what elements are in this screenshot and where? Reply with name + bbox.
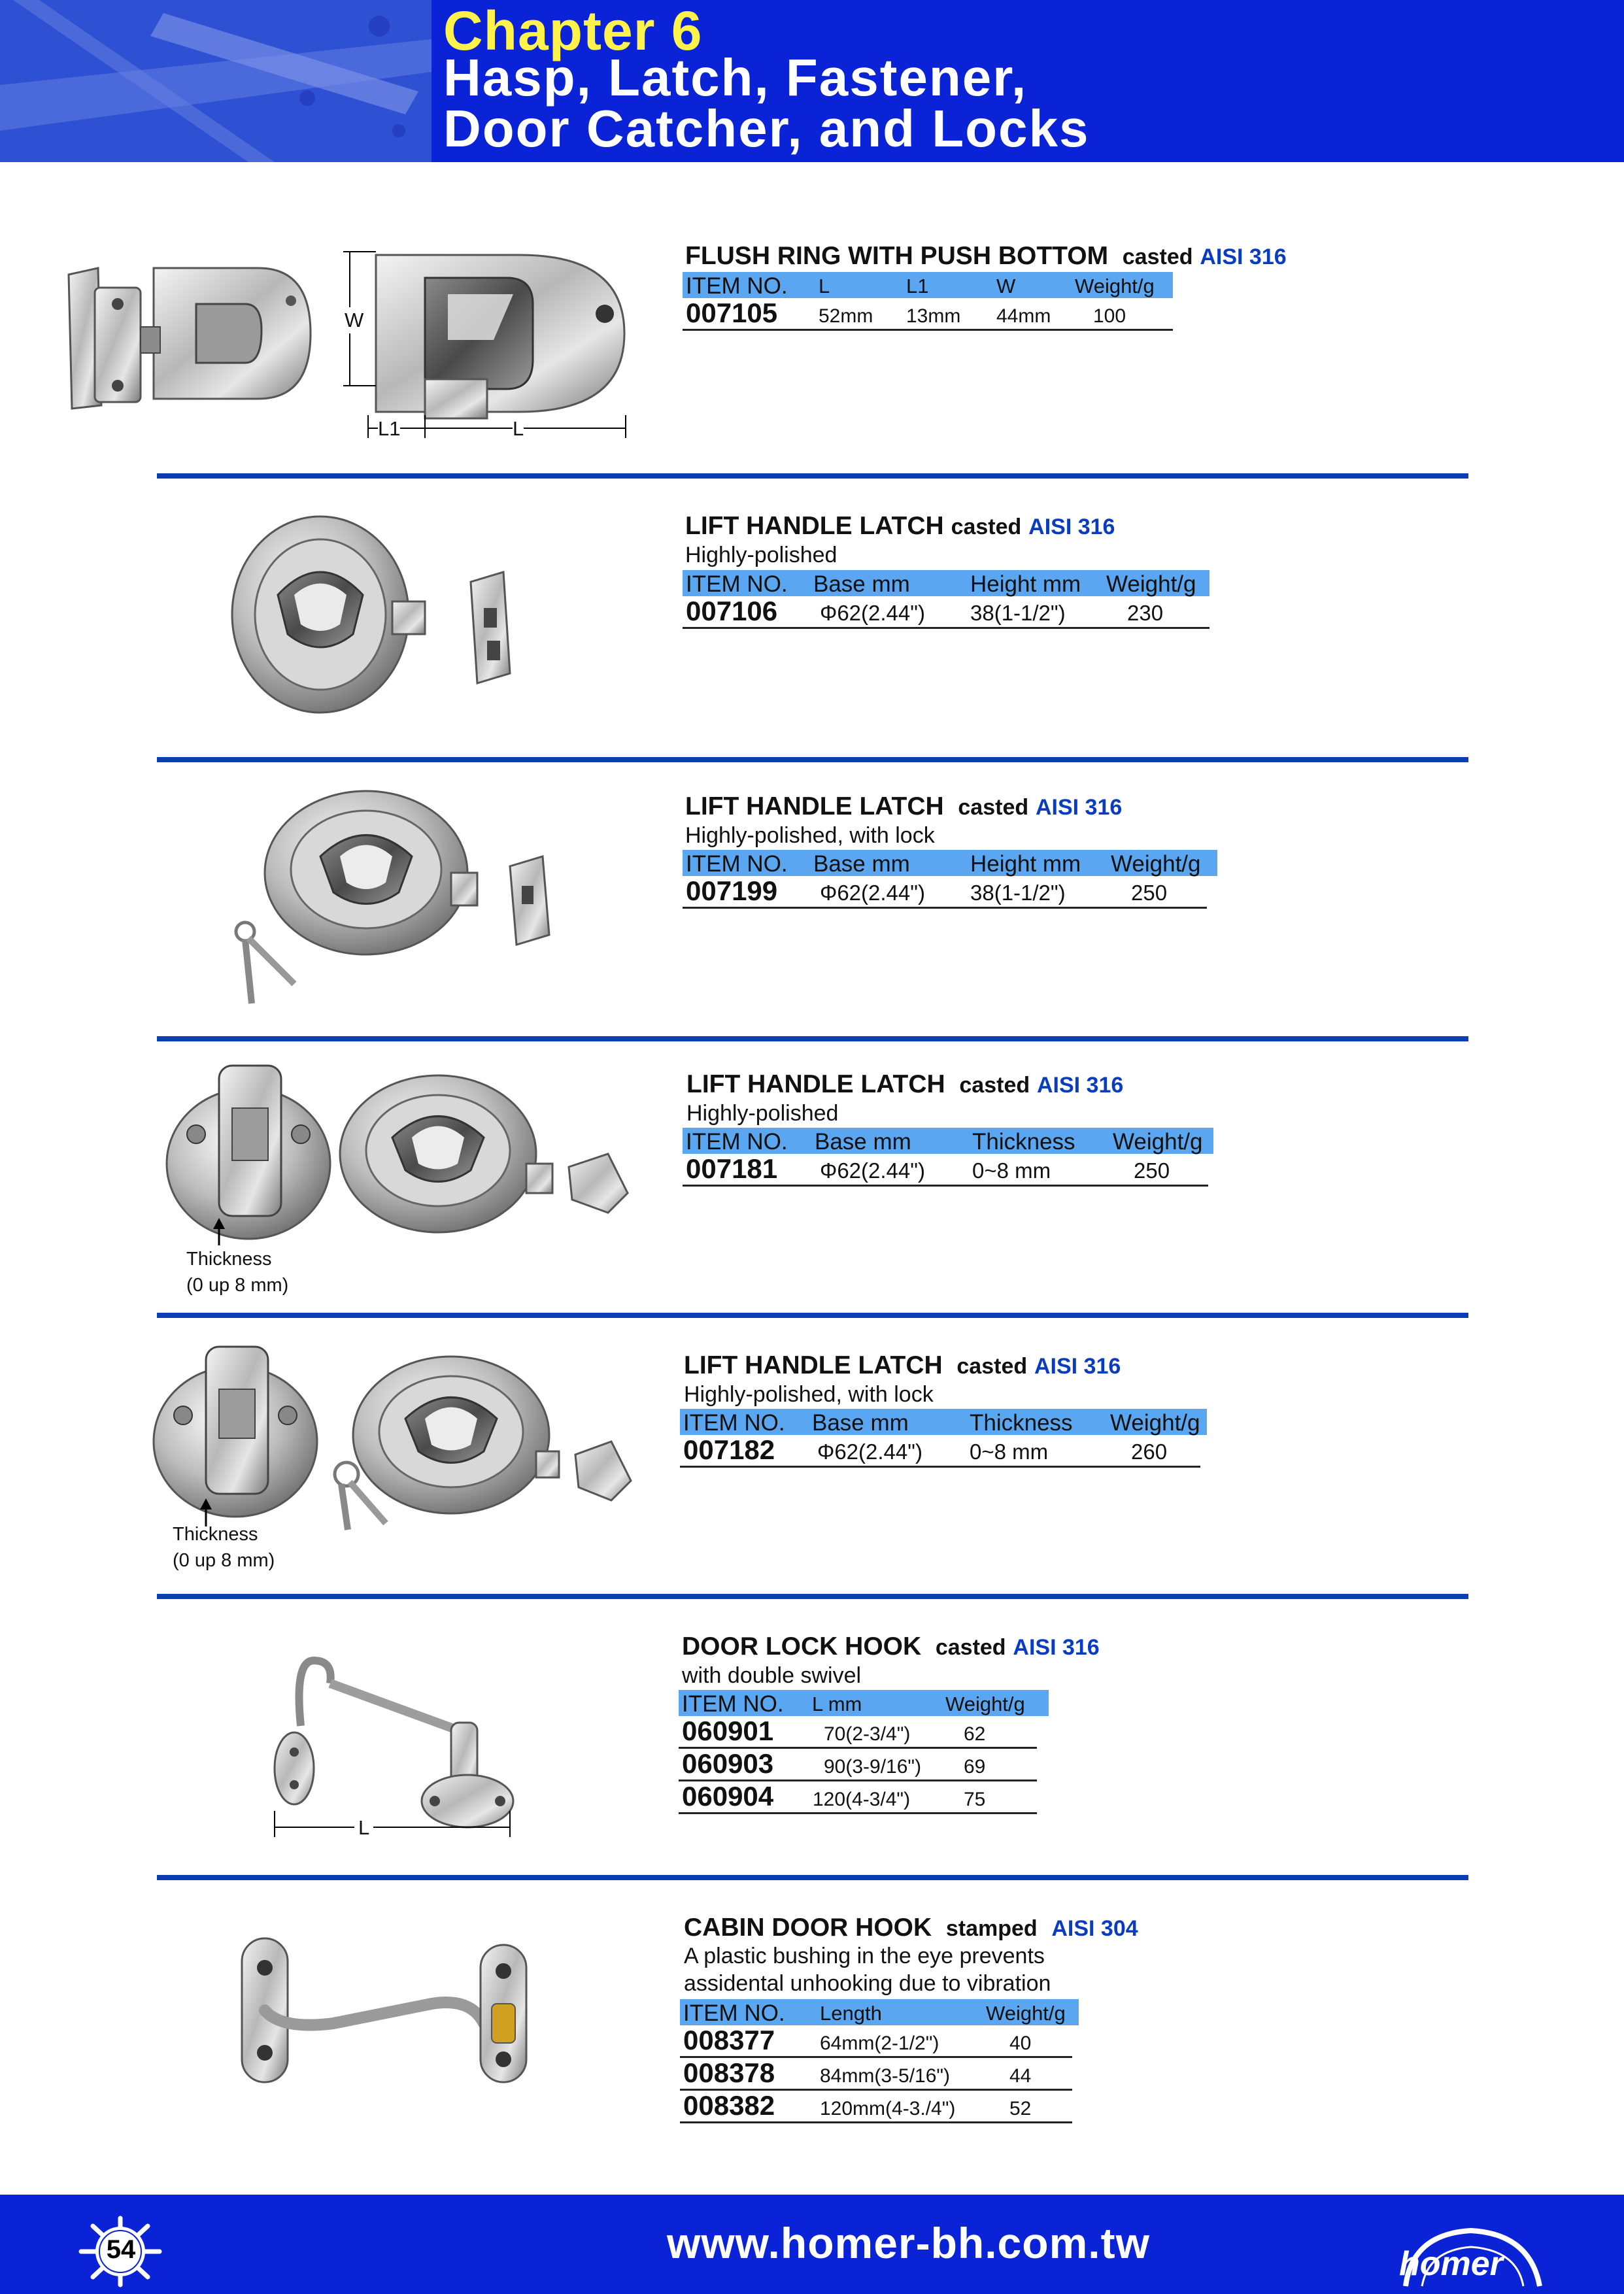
chapter-title-line-1: Hasp, Latch, Fastener, — [443, 48, 1028, 107]
product-process: casted — [959, 1073, 1030, 1098]
cell-l: 70(2-3/4") — [824, 1723, 911, 1745]
cell-base: Φ62(2.44") — [820, 601, 925, 625]
dim-label-w: W — [345, 307, 364, 333]
item-number: 007106 — [686, 596, 778, 626]
spec-row-060904 — [679, 1781, 1037, 1814]
cell-w: 44mm — [996, 305, 1051, 327]
lift-handle-latch-lock-image — [209, 788, 575, 1017]
spec-table-header — [680, 1999, 1079, 2025]
product-process: casted — [958, 795, 1029, 820]
product-title — [685, 242, 1287, 271]
spec-row-060903 — [679, 1749, 1037, 1781]
col-weight: Weight/g — [1113, 1129, 1203, 1155]
col-weight: Weight/g — [945, 1693, 1025, 1715]
cabin-door-hook-image — [235, 1932, 543, 2089]
product-process: casted — [1122, 245, 1193, 269]
spec-row-007182 — [680, 1435, 1200, 1468]
spec-table-header — [683, 1128, 1213, 1154]
col-l: L — [819, 275, 830, 297]
item-number: 060901 — [682, 1715, 774, 1746]
product-name: CABIN DOOR HOOK — [684, 1914, 932, 1942]
section-divider — [157, 757, 1468, 762]
spec-row-007199 — [683, 876, 1207, 909]
spec-table-header — [683, 272, 1173, 298]
product-name: LIFT HANDLE LATCH — [685, 792, 944, 820]
col-item-no: ITEM NO. — [686, 571, 788, 597]
page-footer — [0, 2195, 1624, 2294]
product-description: Highly-polished — [686, 1101, 839, 1126]
cell-weight: 62 — [964, 1723, 986, 1745]
dim-label-l1: L1 — [378, 416, 400, 442]
col-l1: L1 — [906, 275, 929, 297]
col-weight: Weight/g — [1110, 1410, 1200, 1436]
cell-base: Φ62(2.44") — [817, 1440, 922, 1464]
spec-row-008382 — [680, 2091, 1072, 2123]
col-weight: Weight/g — [1111, 851, 1201, 877]
product-material: AISI 304 — [1051, 1916, 1138, 1941]
section-divider — [157, 1594, 1468, 1599]
product-name: FLUSH RING WITH PUSH BOTTOM — [685, 242, 1109, 270]
product-title — [682, 1632, 1100, 1661]
cell-weight: 250 — [1131, 881, 1168, 905]
cell-height: 38(1-1/2") — [970, 881, 1066, 905]
cell-weight: 44 — [1009, 2065, 1032, 2087]
cell-l: 52mm — [819, 305, 873, 327]
cell-weight: 230 — [1127, 601, 1164, 625]
product-material: AISI 316 — [1036, 1073, 1124, 1098]
cell-length: 120mm(4-3./4") — [820, 2098, 956, 2119]
caption-line-1: Thickness — [186, 1249, 272, 1270]
cell-weight: 69 — [964, 1756, 986, 1778]
col-height: Height mm — [970, 851, 1081, 877]
spec-row-007105 — [683, 298, 1173, 331]
product-name: LIFT HANDLE LATCH — [685, 512, 944, 540]
col-weight: Weight/g — [1106, 571, 1196, 597]
item-number: 008378 — [683, 2057, 775, 2088]
cell-length: 84mm(3-5/16") — [820, 2065, 951, 2087]
spec-table-header — [683, 850, 1217, 876]
product-title — [685, 792, 1122, 821]
cell-height: 38(1-1/2") — [970, 601, 1066, 625]
spec-table-header — [683, 570, 1210, 596]
item-number: 008382 — [683, 2090, 775, 2121]
dim-label-l: L — [354, 1815, 373, 1841]
chapter-title — [443, 48, 1090, 158]
spec-table-header — [680, 1409, 1207, 1435]
cell-weight: 260 — [1131, 1440, 1168, 1464]
caption-line-2: (0 up 8 mm) — [173, 1550, 275, 1571]
product-name: DOOR LOCK HOOK — [682, 1632, 922, 1661]
section-divider — [157, 1875, 1468, 1880]
section-divider — [157, 1036, 1468, 1041]
cell-weight: 250 — [1134, 1158, 1170, 1183]
page-number: 54 — [106, 2235, 136, 2264]
lift-handle-latch-lock-thickness-image — [150, 1343, 641, 1533]
product-material: AISI 316 — [1013, 1635, 1100, 1660]
col-thickness: Thickness — [972, 1129, 1075, 1155]
col-base: Base mm — [812, 1410, 909, 1436]
col-thickness: Thickness — [970, 1410, 1073, 1436]
product-description: Highly-polished, with lock — [685, 823, 935, 848]
spec-row-060901 — [679, 1716, 1037, 1749]
item-number: 007105 — [686, 297, 778, 328]
item-number: 007199 — [686, 875, 778, 906]
item-number: 007181 — [686, 1153, 778, 1184]
cell-weight: 100 — [1093, 305, 1126, 327]
product-process: stamped — [945, 1916, 1038, 1941]
product-process: casted — [935, 1635, 1006, 1660]
product-name: LIFT HANDLE LATCH — [684, 1351, 943, 1379]
col-item-no: ITEM NO. — [686, 1129, 788, 1155]
product-title — [684, 1914, 1138, 1942]
col-item-no: ITEM NO. — [686, 273, 788, 299]
col-item-no: ITEM NO. — [682, 1691, 784, 1717]
spec-row-007106 — [683, 596, 1210, 629]
chapter-title-line-2: Door Catcher, and Locks — [443, 99, 1090, 158]
col-w: W — [996, 275, 1016, 297]
item-number: 008377 — [683, 2025, 775, 2055]
col-item-no: ITEM NO. — [683, 2000, 785, 2026]
product-description-line-1: A plastic bushing in the eye prevents — [684, 1944, 1045, 1968]
caption-line-2: (0 up 8 mm) — [186, 1275, 289, 1296]
cell-weight: 40 — [1009, 2033, 1032, 2054]
cell-thickness: 0~8 mm — [970, 1440, 1049, 1464]
product-material: AISI 316 — [1028, 514, 1115, 539]
section-divider — [157, 1313, 1468, 1318]
product-title — [684, 1351, 1121, 1380]
cell-weight: 52 — [1009, 2098, 1032, 2119]
item-number: 060904 — [682, 1781, 774, 1812]
col-weight: Weight/g — [986, 2002, 1066, 2025]
product-description: Highly-polished, with lock — [684, 1382, 934, 1407]
cell-l: 120(4-3/4") — [813, 1789, 911, 1810]
item-number: 007182 — [683, 1434, 775, 1465]
product-description-line-2: assidental unhooking due to vibration — [684, 1971, 1051, 1996]
cell-weight: 75 — [964, 1789, 986, 1810]
spec-row-007181 — [683, 1154, 1208, 1187]
col-l: L mm — [812, 1693, 862, 1715]
product-material: AISI 316 — [1034, 1354, 1121, 1379]
door-lock-hook-image — [268, 1647, 516, 1844]
flush-ring-image — [62, 242, 637, 445]
cell-thickness: 0~8 mm — [972, 1158, 1051, 1183]
cell-length: 64mm(2-1/2") — [820, 2033, 939, 2054]
col-length: Length — [820, 2002, 882, 2025]
col-item-no: ITEM NO. — [686, 851, 788, 877]
col-base: Base mm — [813, 571, 910, 597]
cell-l1: 13mm — [906, 305, 961, 327]
header-hardware-art — [0, 0, 431, 162]
product-material: AISI 316 — [1200, 245, 1287, 269]
dim-label-l: L — [513, 416, 524, 442]
col-height: Height mm — [970, 571, 1081, 597]
product-process: casted — [951, 514, 1022, 539]
col-weight: Weight/g — [1075, 275, 1155, 297]
brand-logo-text: homer — [1399, 2245, 1503, 2283]
product-description: Highly-polished — [685, 543, 837, 567]
website-url[interactable]: www.homer-bh.com.tw — [667, 2219, 1150, 2267]
product-description: with double swivel — [682, 1663, 862, 1688]
spec-table-header — [679, 1690, 1049, 1716]
col-item-no: ITEM NO. — [683, 1410, 785, 1436]
spec-row-008377 — [680, 2025, 1072, 2058]
product-name: LIFT HANDLE LATCH — [686, 1070, 945, 1098]
item-number: 060903 — [682, 1748, 774, 1779]
lift-handle-latch-image — [229, 510, 543, 719]
cell-base: Φ62(2.44") — [820, 881, 925, 905]
product-material: AISI 316 — [1035, 795, 1123, 820]
caption-line-1: Thickness — [173, 1524, 258, 1545]
col-base: Base mm — [813, 851, 910, 877]
product-title — [685, 512, 1115, 541]
chapter-number: Chapter 6 — [443, 0, 703, 61]
cell-base: Φ62(2.44") — [820, 1158, 925, 1183]
product-process: casted — [956, 1354, 1028, 1379]
chapter-header — [0, 0, 1624, 162]
section-divider — [157, 473, 1468, 479]
thickness-caption — [186, 1246, 288, 1298]
product-title — [686, 1070, 1123, 1099]
col-base: Base mm — [815, 1129, 911, 1155]
cell-l: 90(3-9/16") — [824, 1756, 922, 1778]
spec-row-008378 — [680, 2058, 1072, 2091]
lift-handle-latch-thickness-image — [163, 1056, 641, 1245]
thickness-caption — [173, 1521, 275, 1574]
